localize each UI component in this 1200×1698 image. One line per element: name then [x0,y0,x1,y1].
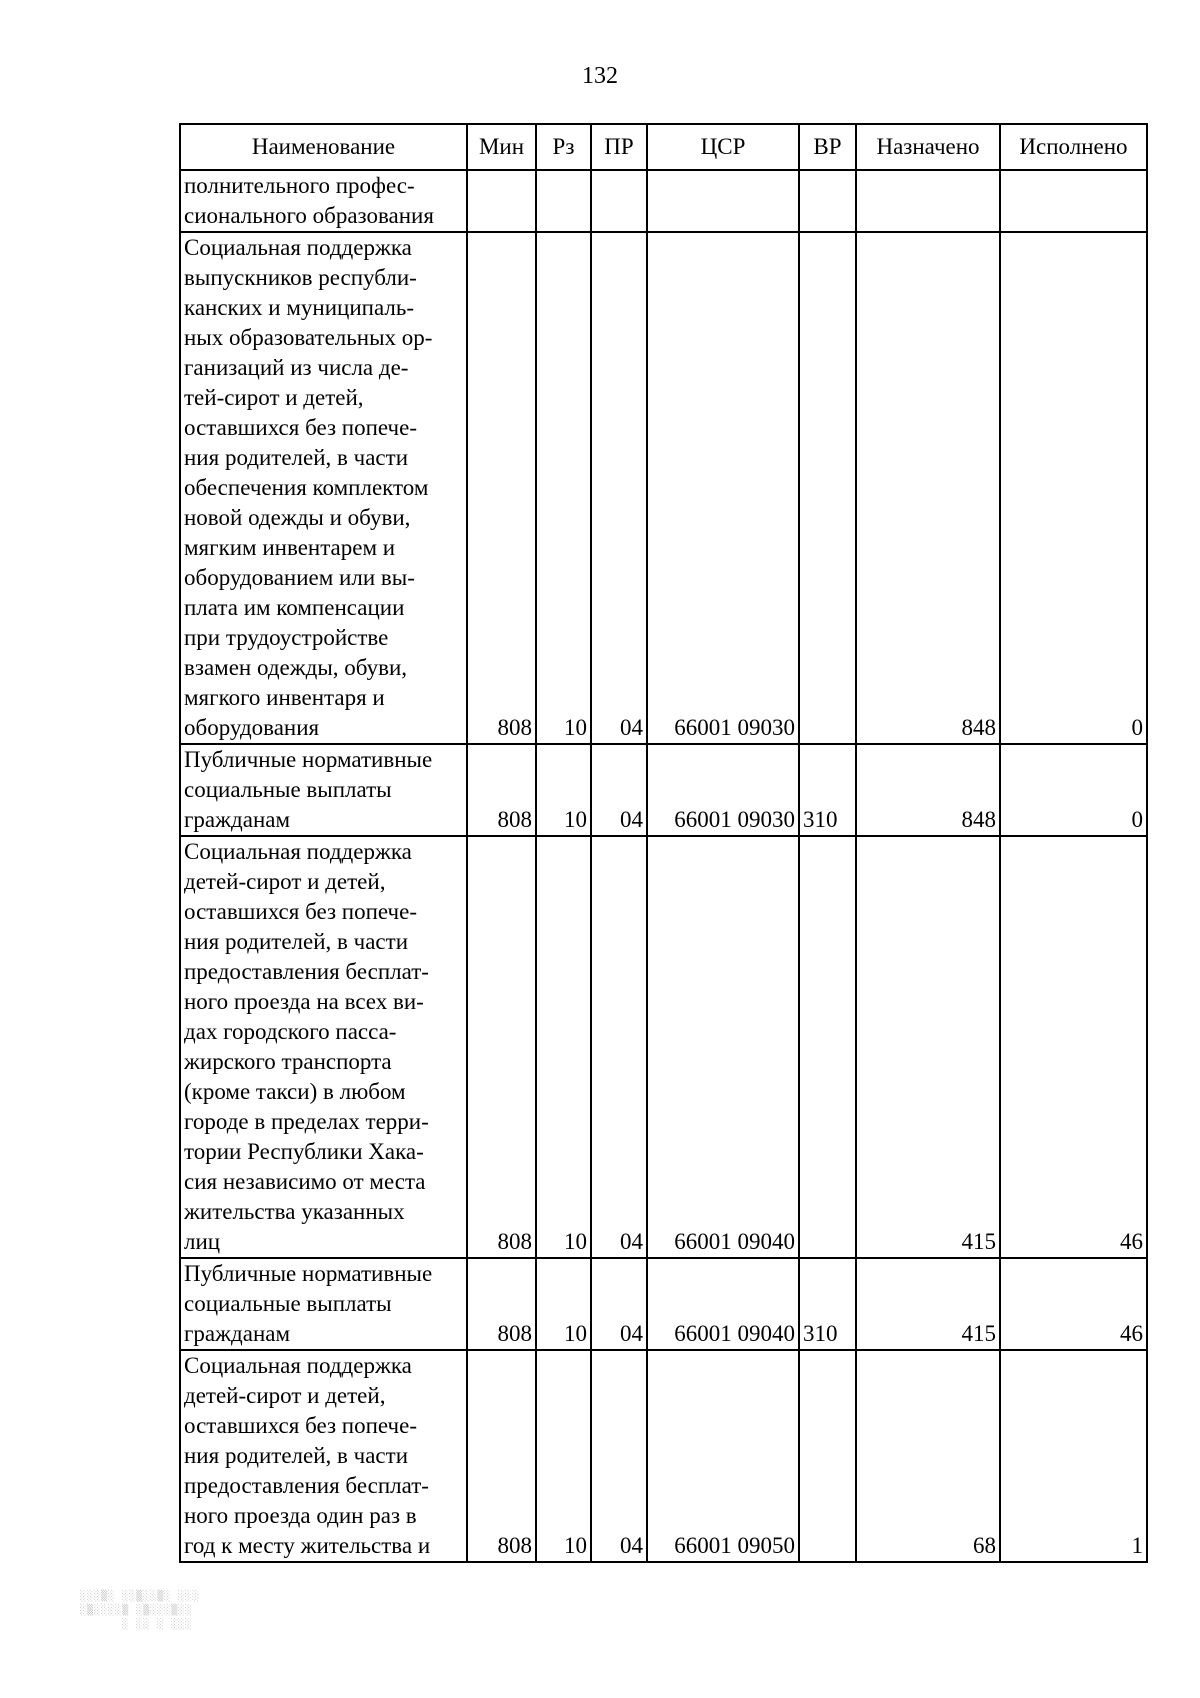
row-name-cell [180,1350,467,1562]
row-rz-cell: 10 [536,1350,591,1562]
row-name-line: (кроме такси) в любом [184,1079,406,1104]
row-min-cell: 808 [467,232,536,744]
row-rz-cell [536,170,591,232]
row-name-line: ного проезда на всех ви- [184,989,424,1014]
row-executed-cell: 46 [1000,1258,1147,1350]
row-name-line: дах городского пасса- [184,1019,397,1044]
row-executed-cell: 46 [1000,836,1147,1258]
table-row [180,836,1147,1258]
row-name-line: сионального образования [184,203,434,228]
row-vr-cell [799,1350,856,1562]
row-pr-cell: 04 [591,836,647,1258]
row-assigned-cell [856,170,1000,232]
row-name-line: оборудованием или вы- [184,565,415,590]
row-executed-cell: 1 [1000,1350,1147,1562]
row-name-line: жительства указанных [184,1199,405,1224]
row-pr-cell [591,170,647,232]
row-csr-cell: 66001 09040 [647,836,799,1258]
row-name-line: предоставления бесплат- [184,1473,429,1498]
row-vr-cell [799,232,856,744]
row-name-line: оборудования [184,715,320,740]
row-name-line: ния родителей, в части [184,1443,409,1468]
row-pr-cell: 04 [591,232,647,744]
page-number: 132 [582,63,618,89]
row-name-line: Социальная поддержка [184,1353,412,1378]
row-name-line: социальные выплаты [184,777,392,802]
budget-table [179,123,1148,1563]
table-row [180,744,1147,836]
row-csr-cell: 66001 09050 [647,1350,799,1562]
header-csr: ЦСР [647,124,799,170]
row-executed-cell [1000,170,1147,232]
header-rz: Рз [536,124,591,170]
header-pr: ПР [591,124,647,170]
row-rz-cell: 10 [536,836,591,1258]
row-name-line: полнительного профес- [184,173,415,198]
row-min-cell: 808 [467,1258,536,1350]
row-name-cell [180,836,467,1258]
header-executed: Исполнено [1000,124,1147,170]
row-name-line: мягкого инвентаря и [184,685,385,710]
row-name-line: тей-сирот и детей, [184,385,364,410]
row-pr-cell: 04 [591,744,647,836]
row-min-cell: 808 [467,836,536,1258]
row-rz-cell: 10 [536,232,591,744]
row-csr-cell [647,170,799,232]
row-name-line: сия независимо от места [184,1169,426,1194]
row-name-line: обеспечения комплектом [184,475,429,500]
row-min-cell: 808 [467,744,536,836]
row-assigned-cell: 415 [856,1258,1000,1350]
row-name-line: год к месту жительства и [184,1533,431,1558]
row-min-cell: 808 [467,1350,536,1562]
row-name-line: оставшихся без попече- [184,415,417,440]
row-rz-cell: 10 [536,1258,591,1350]
row-name-line: выпускников республи- [184,265,417,290]
row-name-line: ния родителей, в части [184,445,409,470]
row-name-cell [180,1258,467,1350]
row-name-line: оставшихся без попече- [184,899,417,924]
row-csr-cell: 66001 09040 [647,1258,799,1350]
row-name-line: новой одежды и обуви, [184,505,411,530]
row-name-line: социальные выплаты [184,1291,392,1316]
row-min-cell [467,170,536,232]
row-name-line: детей-сирот и детей, [184,869,386,894]
row-vr-cell: 310 [799,1258,856,1350]
row-name-line: взамен одежды, обуви, [184,655,408,680]
row-name-cell [180,744,467,836]
row-name-line: городе в пределах терри- [184,1109,429,1134]
table-row [180,232,1147,744]
row-pr-cell: 04 [591,1350,647,1562]
row-name-cell [180,170,467,232]
header-vr: ВР [799,124,856,170]
row-name-line: детей-сирот и детей, [184,1383,386,1408]
row-name-line: мягким инвентарем и [184,535,396,560]
row-name-line: при трудоустройстве [184,625,389,650]
table-body [180,170,1147,1562]
table-row [180,170,1147,232]
row-name-line: предоставления бесплат- [184,959,429,984]
faded-stamp-mark: ░░░▒░ ░░▒░░▒░ ░░░ ░▒░░░░▒ ░▒░░░▒░░ ░ ░░ ░ ░░░ [80,1591,200,1630]
row-name-line: гражданам [184,1321,291,1346]
row-vr-cell: 310 [799,744,856,836]
header-assigned: Назначено [856,124,1000,170]
table-header-row [180,124,1147,170]
row-name-line: плата им компенсации [184,595,405,620]
row-pr-cell: 04 [591,1258,647,1350]
row-csr-cell: 66001 09030 [647,232,799,744]
row-name-line: гражданам [184,807,291,832]
row-name-line: Социальная поддержка [184,235,412,260]
row-name-line: Социальная поддержка [184,839,412,864]
table-row [180,1258,1147,1350]
row-name-line: ных образовательных ор- [184,325,433,350]
row-executed-cell: 0 [1000,232,1147,744]
header-name: Наименование [180,124,467,170]
row-name-line: оставшихся без попече- [184,1413,417,1438]
row-assigned-cell: 415 [856,836,1000,1258]
row-executed-cell: 0 [1000,744,1147,836]
table-row [180,1350,1147,1562]
row-name-line: ганизаций из числа де- [184,355,409,380]
row-name-cell [180,232,467,744]
header-min: Мин [467,124,536,170]
row-vr-cell [799,170,856,232]
row-vr-cell [799,836,856,1258]
row-name-line: жирского транспорта [184,1049,392,1074]
row-assigned-cell: 848 [856,232,1000,744]
row-name-line: Публичные нормативные [184,747,433,772]
row-assigned-cell: 68 [856,1350,1000,1562]
row-name-line: канских и муниципаль- [184,295,414,320]
row-name-line: лиц [184,1229,221,1254]
row-name-line: тории Республики Хака- [184,1139,424,1164]
row-name-line: ного проезда один раз в [184,1503,417,1528]
row-csr-cell: 66001 09030 [647,744,799,836]
row-name-line: ния родителей, в части [184,929,409,954]
row-name-line: Публичные нормативные [184,1261,433,1286]
row-assigned-cell: 848 [856,744,1000,836]
row-rz-cell: 10 [536,744,591,836]
